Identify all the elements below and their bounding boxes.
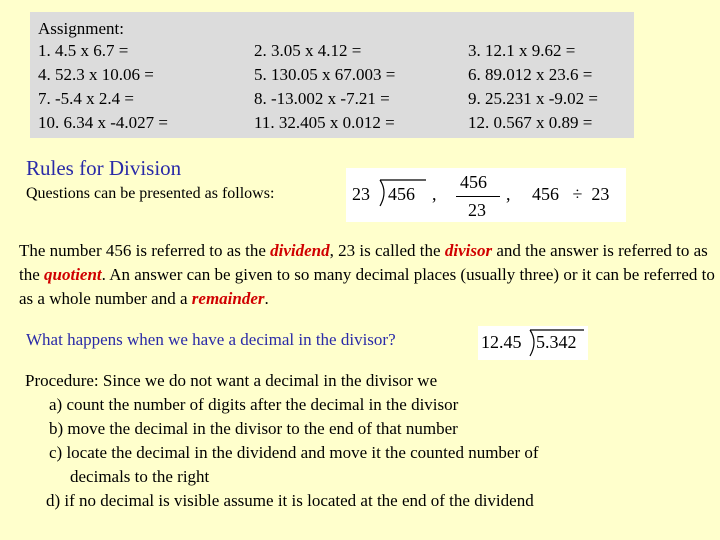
rules-heading: Rules for Division [26, 156, 182, 180]
assignment-problem: 11. 32.405 x 0.012 = [254, 113, 395, 132]
procedure-step-c: c) locate the decimal in the dividend and move it the counted number of [49, 443, 539, 462]
term-remainder: remainder [191, 289, 265, 308]
decimal-question: What happens when we have a decimal in the divisor? [26, 330, 396, 349]
procedure-step-d: d) if no decimal is visible assume it is located at the end of the dividend [46, 491, 534, 510]
decimal-dividend: 5.342 [536, 332, 577, 352]
separator: , [432, 184, 437, 204]
procedure-step-b: b) move the decimal in the divisor to the end of that number [49, 419, 458, 438]
procedure-intro: Procedure: Since we do not want a decimal in the divisor we [25, 371, 438, 390]
paragraph-text: . An answer can be given to so many decimal places (usually three) or it can be referred to as a whole number and a [19, 265, 715, 308]
paragraph-text: , 23 is called the [329, 241, 445, 260]
assignment-problem: 3. 12.1 x 9.62 = [468, 41, 576, 60]
presented-label: Questions can be presented as follows: [26, 185, 275, 202]
assignment-problem: 2. 3.05 x 4.12 = [254, 41, 362, 60]
assignment-problem: 4. 52.3 x 10.06 = [38, 65, 154, 84]
paragraph-text: and the answer is referred to as the [19, 241, 708, 284]
assignment-problem: 5. 130.05 x 67.003 = [254, 65, 396, 84]
procedure-step-c-continued: decimals to the right [70, 467, 210, 486]
assignment-box [30, 12, 634, 138]
assignment-problem: 8. -13.002 x -7.21 = [254, 89, 390, 108]
term-divisor: divisor [444, 241, 493, 260]
fraction-denominator: 23 [468, 200, 486, 220]
division-notation-box [346, 168, 626, 222]
long-division-dividend: 456 [388, 184, 415, 204]
assignment-problem: 9. 25.231 x -9.02 = [468, 89, 598, 108]
long-division-divisor: 23 [352, 184, 370, 204]
decimal-divisor: 12.45 [481, 332, 522, 352]
paragraph-text: . [264, 289, 269, 308]
term-quotient: quotient [44, 265, 102, 284]
assignment-problem: 7. -5.4 x 2.4 = [38, 89, 134, 108]
assignment-problem: 12. 0.567 x 0.89 = [468, 113, 593, 132]
assignment-problem: 10. 6.34 x -4.027 = [38, 113, 168, 132]
fraction-numerator: 456 [460, 172, 487, 192]
paragraph-text: The number 456 is referred to as the [19, 241, 271, 260]
fraction-bar [456, 196, 500, 197]
assignment-title: Assignment: [38, 19, 124, 38]
separator: , [506, 184, 511, 204]
inline-division: 456 ÷ 23 [532, 184, 610, 204]
procedure-step-a: a) count the number of digits after the decimal in the divisor [49, 395, 459, 414]
assignment-problem: 6. 89.012 x 23.6 = [468, 65, 593, 84]
definition-paragraph [19, 239, 719, 311]
assignment-problem: 1. 4.5 x 6.7 = [38, 41, 129, 60]
decimal-division-box [478, 326, 588, 360]
term-dividend: dividend [270, 241, 330, 260]
